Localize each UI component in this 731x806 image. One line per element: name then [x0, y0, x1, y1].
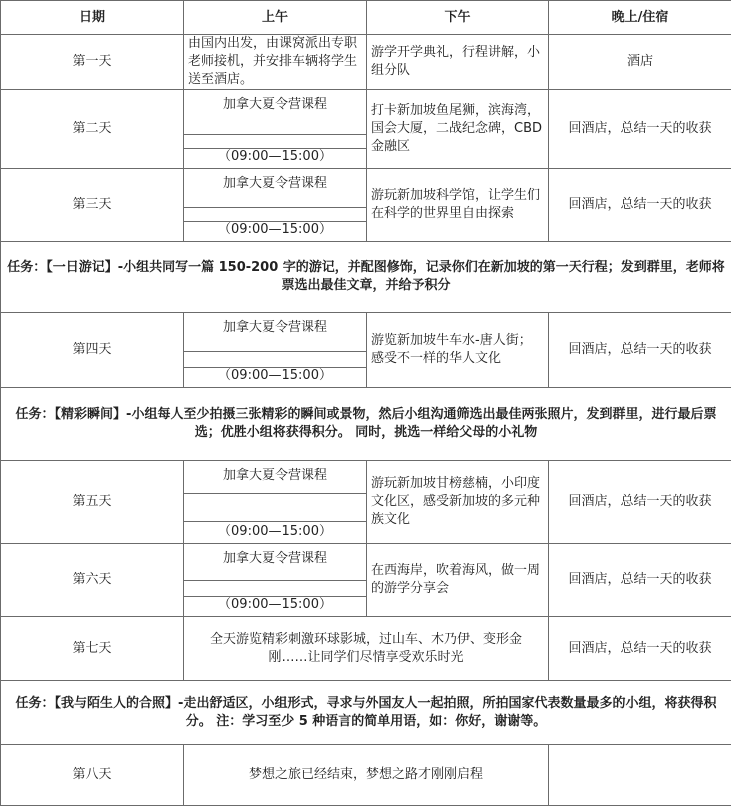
table-row: [1, 35, 731, 90]
course-title: 加拿大夏令营课程: [184, 319, 366, 337]
day-label: 第四天: [1, 313, 184, 388]
day-label: 第六天: [1, 544, 184, 617]
course-title: 加拿大夏令营课程: [184, 96, 366, 114]
evening-cell: 回酒店，总结一天的收获: [549, 169, 731, 242]
day-label: 第八天: [1, 745, 184, 806]
header-morning: 上午: [184, 1, 367, 35]
header-afternoon: 下午: [367, 1, 549, 35]
afternoon-cell: 打卡新加坡鱼尾狮，滨海湾，国会大厦，二战纪念碑，CBD金融区: [367, 90, 549, 169]
afternoon-cell: 游学开学典礼，行程讲解，小组分队: [367, 35, 549, 90]
table-row: [1, 461, 731, 544]
table-row: [1, 169, 731, 242]
header-evening: 晚上/住宿: [549, 1, 731, 35]
day-label: 第七天: [1, 617, 184, 681]
task-row: [1, 681, 731, 745]
task-note: 任务：【一日游记】-小组共同写一篇 150-200 字的游记，并配图修饰，记录你们在新加坡的第一天行程；发到群里，老师将票选出最佳文章，并给予积分: [1, 242, 731, 313]
evening-cell: 酒店: [549, 35, 731, 90]
evening-cell: 回酒店，总结一天的收获: [549, 617, 731, 681]
task-row: [1, 242, 731, 313]
afternoon-cell: 在西海岸，吹着海风，做一周的游学分享会: [367, 544, 549, 617]
table-row: [1, 90, 731, 169]
table-row: [1, 313, 731, 388]
afternoon-cell: 游玩新加坡科学馆，让学生们在科学的世界里自由探索: [367, 169, 549, 242]
table-row: [1, 745, 731, 806]
header-row: [1, 1, 731, 35]
evening-cell: 回酒店，总结一天的收获: [549, 90, 731, 169]
fullday-cell: 梦想之旅已经结束，梦想之路才刚刚启程: [184, 745, 549, 806]
afternoon-cell: 游览新加坡牛车水-唐人街；感受不一样的华人文化: [367, 313, 549, 388]
evening-cell: 回酒店，总结一天的收获: [549, 544, 731, 617]
evening-cell: 回酒店，总结一天的收获: [549, 461, 731, 544]
morning-course-cell: [184, 313, 367, 388]
day-label: 第三天: [1, 169, 184, 242]
course-time: （09:00—15:00）: [184, 148, 366, 166]
course-title: 加拿大夏令营课程: [184, 467, 366, 485]
day-label: 第二天: [1, 90, 184, 169]
morning-course-cell: [184, 461, 367, 544]
morning-course-cell: [184, 90, 367, 169]
day-label: 第五天: [1, 461, 184, 544]
morning-cell: 由国内出发，由课窝派出专职老师接机，并安排车辆将学生送至酒店。: [184, 35, 367, 90]
course-time: （09:00—15:00）: [184, 367, 366, 385]
task-note: 任务：【我与陌生人的合照】-走出舒适区，小组形式，寻求与外国友人一起拍照，所拍国家代表数量最多的小组，将获得积分。 注：学习至少 5 种语言的简单用语，如：你好，谢谢等。: [1, 681, 731, 745]
afternoon-cell: 游玩新加坡甘榜慈楠，小印度文化区，感受新加坡的多元种族文化: [367, 461, 549, 544]
morning-course-cell: [184, 544, 367, 617]
fullday-cell: 全天游览精彩刺激环球影城，过山车、木乃伊、变形金刚……让同学们尽情享受欢乐时光: [184, 617, 549, 681]
evening-cell: 回酒店，总结一天的收获: [549, 313, 731, 388]
day-label: 第一天: [1, 35, 184, 90]
morning-course-cell: [184, 169, 367, 242]
course-time: （09:00—15:00）: [184, 221, 366, 239]
table-row: [1, 544, 731, 617]
task-row: [1, 388, 731, 461]
course-time: （09:00—15:00）: [184, 523, 366, 541]
header-date: 日期: [1, 1, 184, 35]
task-note: 任务：【精彩瞬间】-小组每人至少拍摄三张精彩的瞬间或景物，然后小组沟通筛选出最佳两张照片，发到群里，进行最后票选；优胜小组将获得积分。 同时，挑选一样给父母的小礼物: [1, 388, 731, 461]
course-title: 加拿大夏令营课程: [184, 550, 366, 568]
course-title: 加拿大夏令营课程: [184, 175, 366, 193]
course-time: （09:00—15:00）: [184, 596, 366, 614]
table-row: [1, 617, 731, 681]
evening-cell: [549, 745, 731, 806]
